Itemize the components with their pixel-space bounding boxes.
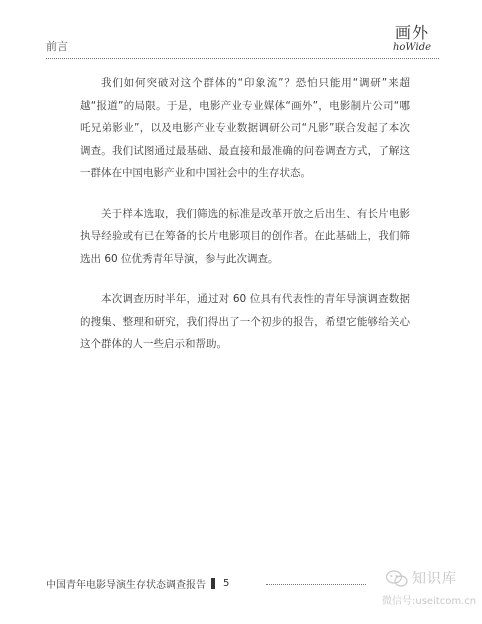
header-divider	[46, 58, 439, 59]
footer-bar	[211, 578, 215, 589]
logo-english: hoWide	[392, 42, 432, 53]
footer	[46, 576, 235, 590]
wechat-icon	[386, 570, 408, 588]
logo-chinese: 画外	[394, 23, 429, 42]
footer-title: 中国青年电影导演生存状态调查报告	[46, 580, 206, 591]
paragraph-2: 关于样本选取，我们筛选的标准是改革开放之后出生、有长片电影执导经验或有已在筹备的长片电影项目的创作者。在此基础上，我们筛选出 60 位优秀青年导演，参与此次调查。	[80, 207, 410, 265]
watermark-account: 微信号:useitcom.cn	[382, 596, 477, 607]
paragraph-1: 我们如何突破对这个群体的“印象流”？恐怕只能用“调研”来超越“报道”的局限。于是，电影产业专业媒体“画外”，电影制片公司“哪吒兄弟影业”，以及电影产业专业数据调研公司“凡影”联合发起了本次调查。我们试图通过最基础、最直接和最准确的问卷调查方式，了解这一群体在中国电影产业和中国社会中的生存状态。	[80, 77, 410, 179]
body-text	[80, 72, 410, 374]
section-title: 前言	[46, 40, 68, 53]
logo	[384, 24, 440, 54]
paragraph-3: 本次调查历时半年，通过对 60 位具有代表性的青年导演调查数据的搜集、整理和研究，我们得出了一个初步的报告，希望它能够给关心这个群体的人一些启示和帮助。	[80, 293, 410, 350]
page-number: 5	[223, 578, 230, 589]
watermark-name: 知识库	[412, 571, 457, 587]
footer-divider	[266, 584, 366, 585]
watermark	[382, 566, 478, 612]
